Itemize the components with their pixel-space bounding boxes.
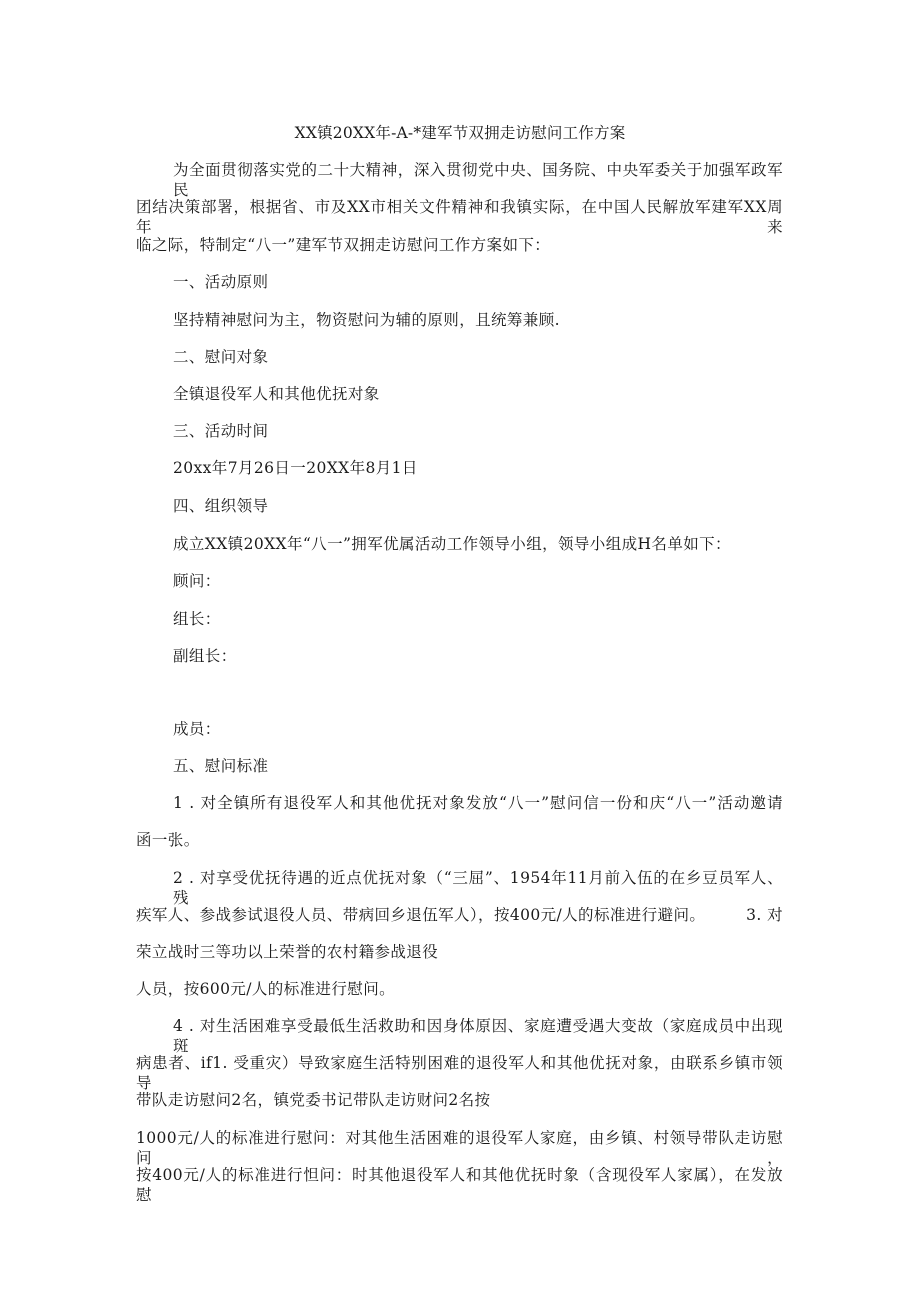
item-3-number: 3. 对 (746, 906, 783, 924)
item-2-line-1: 2 . 对享受优抚待遇的近点优抚对象（“三屈”、1954年11月前入伍的在乡豆员军人、残 (173, 869, 783, 907)
section-2-body: 全镇退役军人和其他优抚对象 (173, 385, 380, 403)
section-1-heading: 一、活动原则 (173, 273, 269, 291)
item-3-line-2: 人员，按600元/人的标准进行慰问。 (136, 980, 396, 998)
section-1-body: 坚持精神慰问为主，物资慰问为辅的原则，且统筹兼顾. (173, 311, 560, 329)
advisor-label: 顾问： (173, 572, 221, 590)
item-4-line-1: 4 . 对生活困难享受最低生活救助和因身体原因、家庭遭受遇大变故（家庭成员中出现斑 (173, 1017, 783, 1055)
section-3-heading: 三、活动时间 (173, 422, 269, 440)
item-4-line-4: 1000元/人的标准进行慰问：对其他生活困难的退役军人家庭，由乡镇、村领导带队走访慰问， (136, 1129, 783, 1167)
section-4-heading: 四、组织领导 (173, 497, 269, 515)
document-title: XX镇20XX年-A-*建军节双拥走访慰问工作方案 (294, 124, 626, 142)
item-2-line-2: 疾军人、参战参试退役人员、带病回乡退伍军人），按400元/人的标准进行避问。 (136, 906, 706, 924)
section-5-heading: 五、慰问标准 (173, 757, 269, 775)
intro-line-3: 临之际，特制定“八一”建军节双拥走访慰问工作方案如下： (136, 236, 551, 254)
deputy-leader-label: 副组长： (173, 647, 237, 665)
leader-label: 组长： (173, 610, 221, 628)
section-3-body: 20xx年7月26日一20XX年8月1日 (173, 459, 418, 477)
item-3-line-1: 荣立战时三等功以上荣誉的农村籍参战退役 (136, 943, 439, 961)
intro-line-2: 团结决策部署，根据省、市及XX市相关文件精神和我镇实际，在中国人民解放军建军XX周年来 (136, 198, 783, 236)
item-4-line-2: 病患者、if1. 受重灾）导致家庭生活特别困难的退役军人和其他优抚对象，由联系乡镇市领导 (136, 1054, 783, 1092)
item-1-line-2: 函一张。 (136, 831, 200, 849)
intro-line-1: 为全面贯彻落实党的二十大精神，深入贯彻党中央、国务院、中央军委关于加强军政军民 (173, 161, 783, 199)
item-4-line-5: 按400元/人的标准进行怛问：时其他退役军人和其他优抚时象（含现役军人家属），在发放慰 (136, 1166, 783, 1204)
section-2-heading: 二、慰问对象 (173, 348, 269, 366)
item-4-line-3: 带队走访慰问2名，镇党委书记带队走访财问2名按 (136, 1091, 491, 1109)
section-4-body: 成立XX镇20XX年“八一”拥军优属活动工作领导小组，领导小组成H名单如下： (173, 535, 731, 553)
item-1-line-1: 1 . 对全镇所有退役军人和其他优抚对象发放“八一”慰问信一份和庆“八一”活动邀请 (173, 794, 783, 812)
members-label: 成员： (173, 720, 221, 738)
